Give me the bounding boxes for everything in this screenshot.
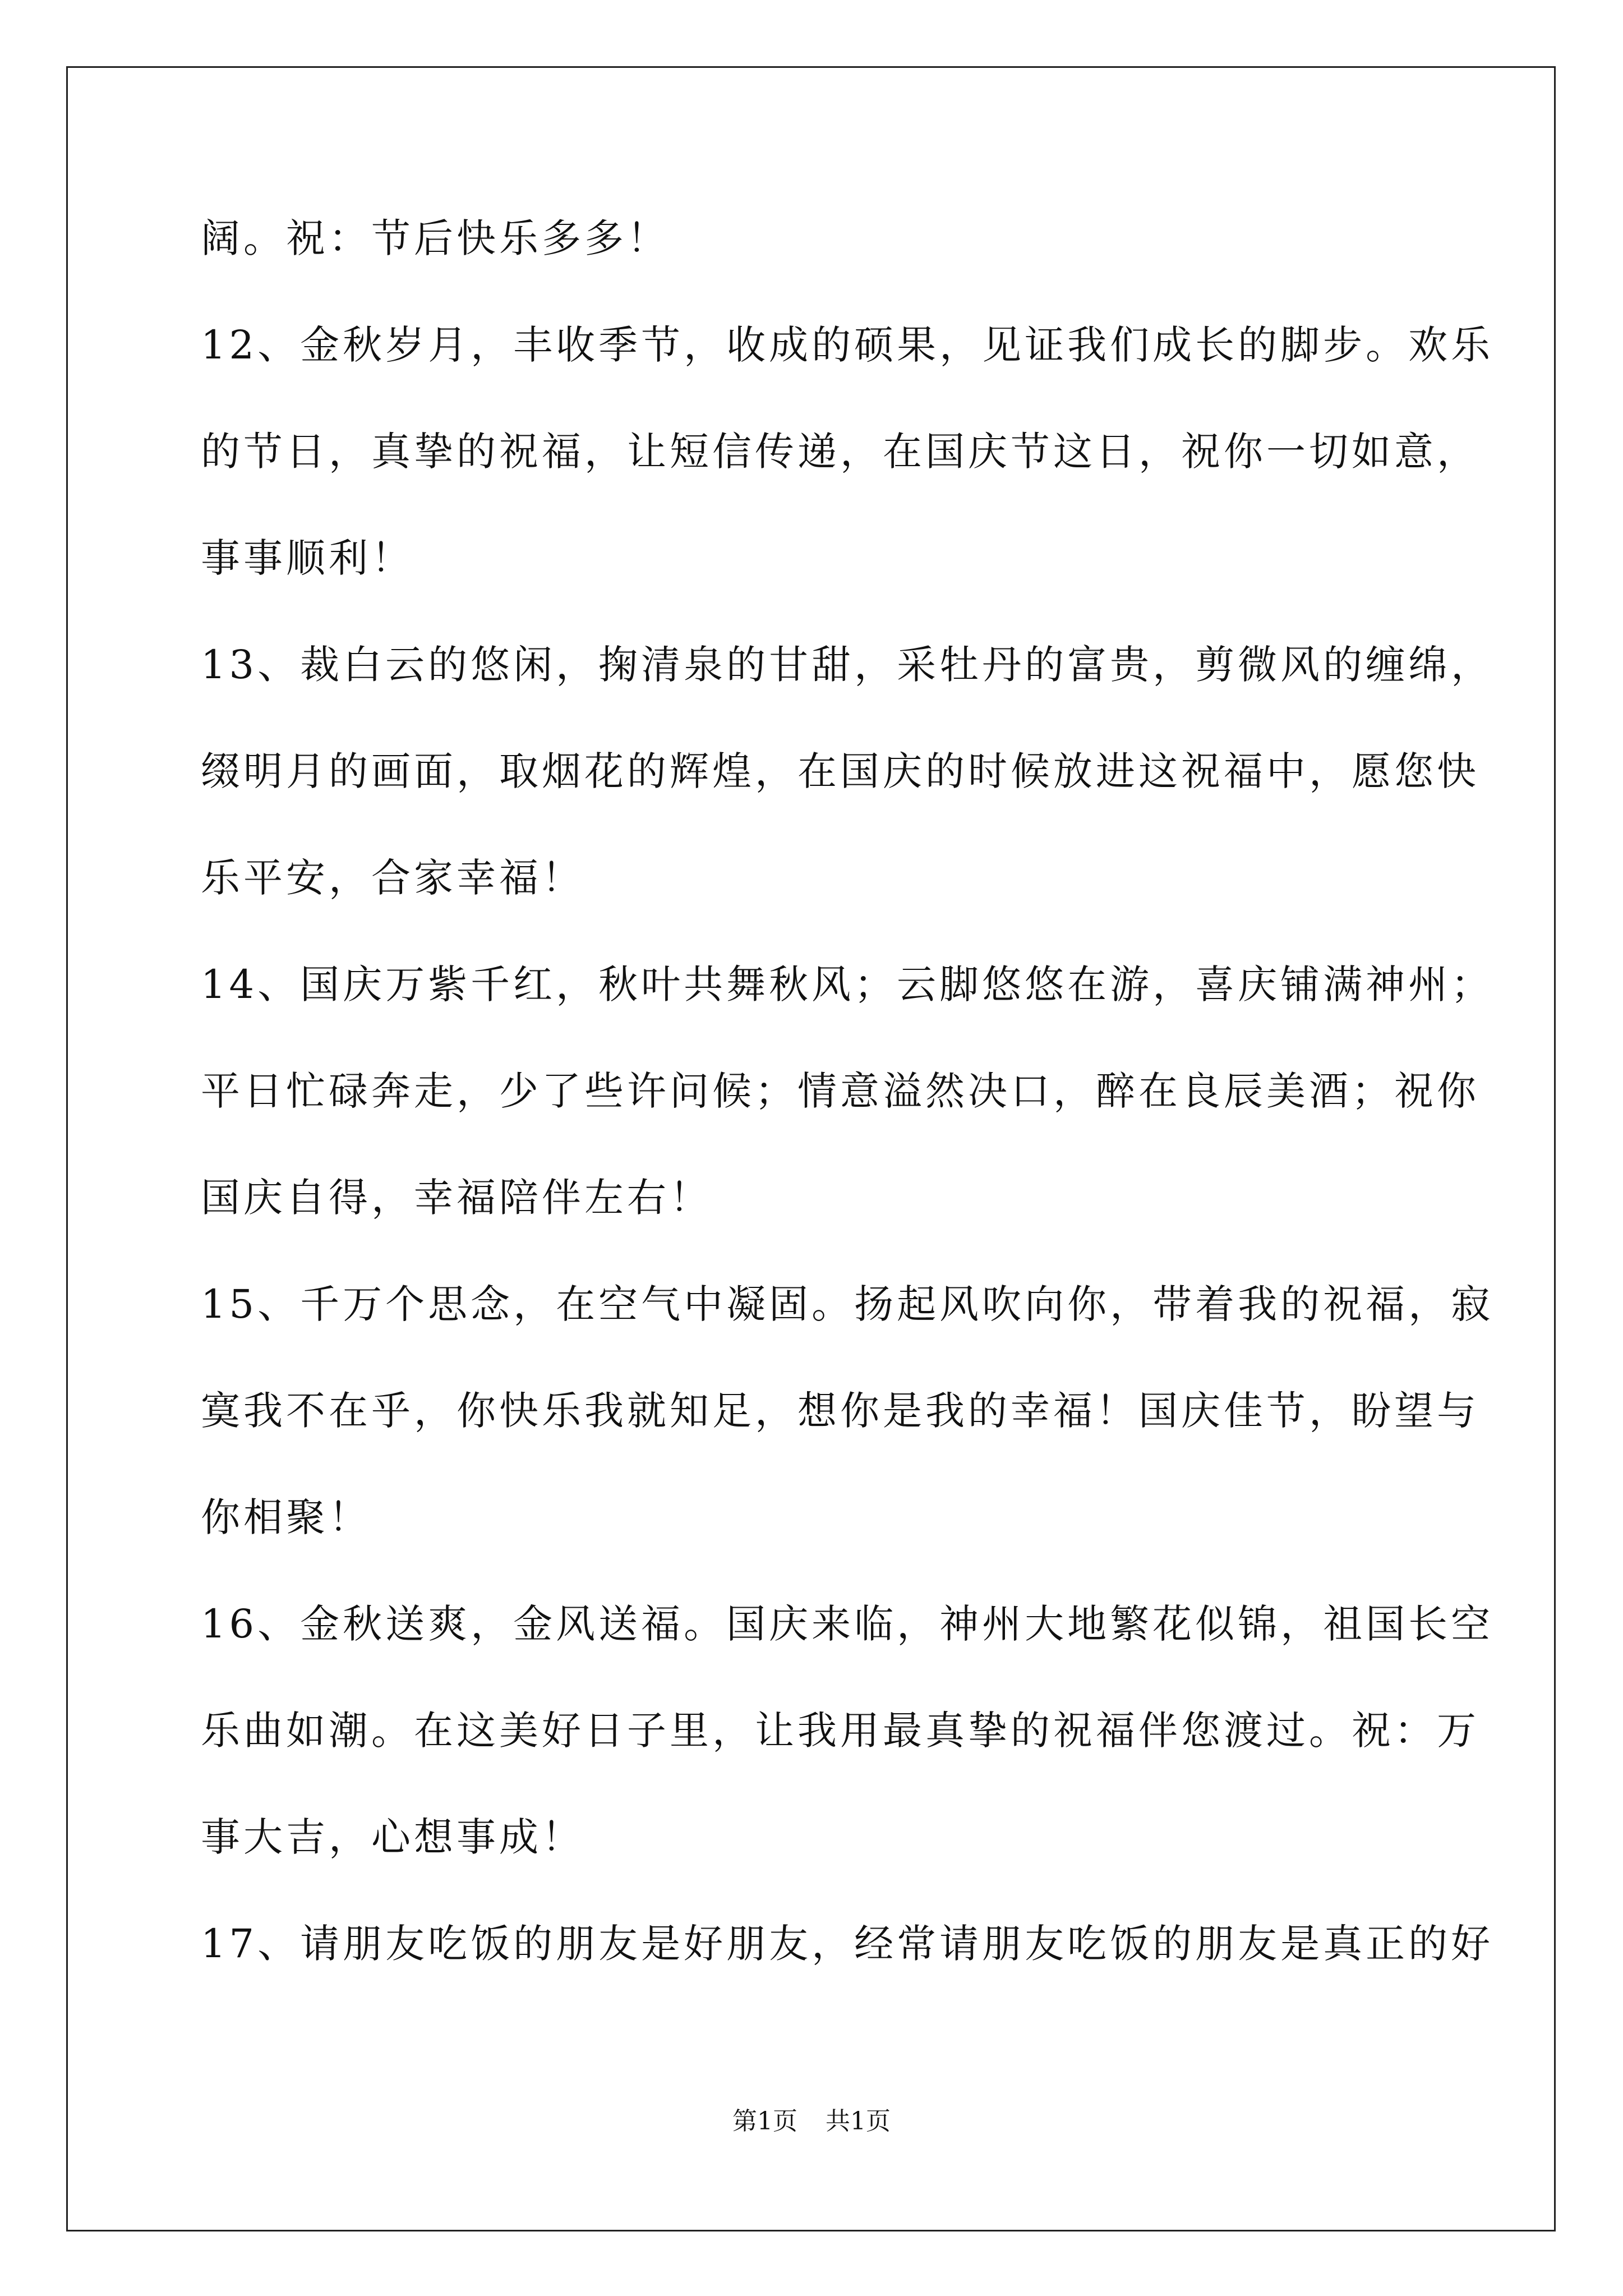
document-body (201, 205, 1494, 2017)
text-line: 17、请朋友吃饭的朋友是好朋友，经常请朋友吃饭的朋友是真正的好 (201, 1921, 1494, 1967)
text-line: 14、国庆万紫千红，秋叶共舞秋风；云脚悠悠在游，喜庆铺满神州； (201, 961, 1494, 1007)
text-line: 缀明月的画面，取烟花的辉煌，在国庆的时候放进这祝福中，愿您快 (201, 748, 1479, 794)
page-number: 第1页 (732, 2107, 797, 2136)
text-line: 16、金秋送爽，金风送福。国庆来临，神州大地繁花似锦，祖国长空 (201, 1601, 1494, 1647)
text-line: 国庆自得，幸福陪伴左右！ (201, 1175, 712, 1221)
text-line: 的节日，真挚的祝福，让短信传递，在国庆节这日，祝你一切如意， (201, 429, 1479, 475)
text-line: 平日忙碌奔走，少了些许问候；情意溢然决口，醉在良辰美酒；祝你 (201, 1068, 1479, 1114)
text-line: 寞我不在乎，你快乐我就知足，想你是我的幸福！国庆佳节，盼望与 (201, 1388, 1479, 1434)
text-line: 事事顺利！ (201, 535, 414, 581)
text-line: 15、千万个思念，在空气中凝固。扬起风吹向你，带着我的祝福，寂 (201, 1281, 1494, 1327)
text-line: 事大吉，心想事成！ (201, 1814, 584, 1860)
text-line: 12、金秋岁月，丰收季节，收成的硕果，见证我们成长的脚步。欢乐 (201, 322, 1494, 368)
text-line: 阔。祝：节后快乐多多！ (201, 215, 670, 261)
text-line: 你相聚！ (201, 1494, 371, 1540)
text-line: 13、裁白云的悠闲，掬清泉的甘甜，采牡丹的富贵，剪微风的缠绵， (201, 642, 1494, 688)
text-line: 乐曲如潮。在这美好日子里，让我用最真挚的祝福伴您渡过。祝：万 (201, 1708, 1479, 1754)
page-footer (0, 2105, 1623, 2138)
text-line: 乐平安，合家幸福！ (201, 855, 584, 901)
page-total: 共1页 (826, 2107, 891, 2136)
